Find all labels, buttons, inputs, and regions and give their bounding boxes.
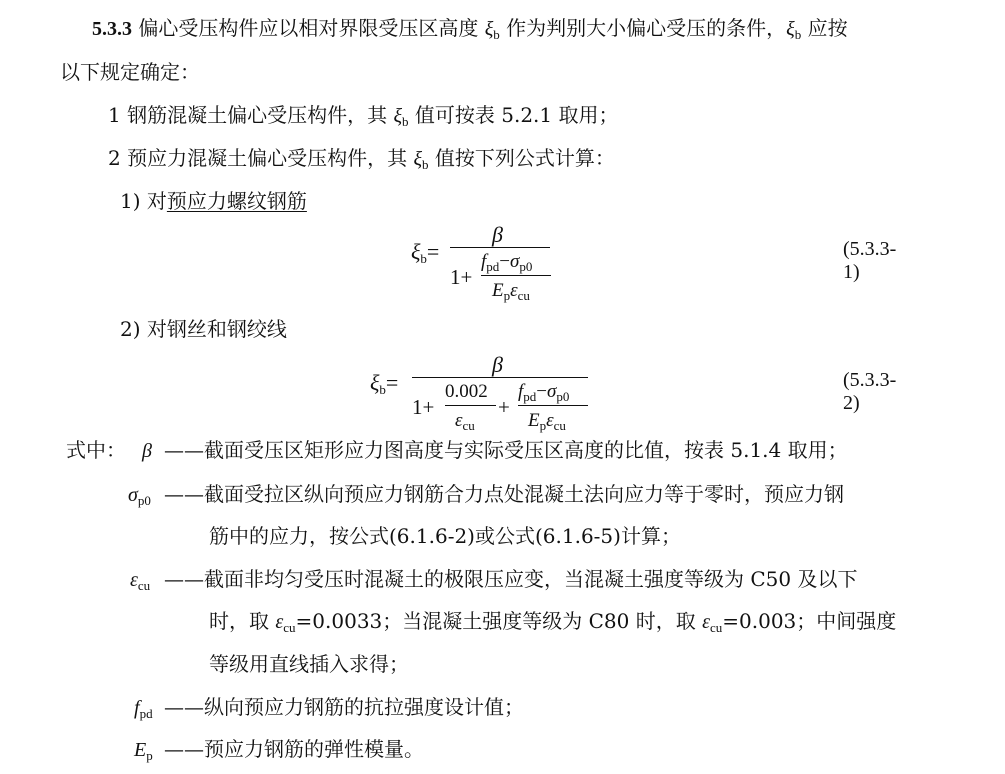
def-sigma-text-2: 筋中的应力，按公式(6.1.6-2)或公式(6.1.6-5)计算； <box>209 524 681 548</box>
xi-subscript: b <box>493 27 500 42</box>
xi-symbol-2: ξ <box>786 18 795 40</box>
f1-lhs: $\xi_b=$ <box>411 239 440 266</box>
f2-denominator: $E_p\varepsilon_{cu}$ <box>528 410 566 433</box>
sub-item-2: 2) 对钢丝和钢绞线 <box>120 317 287 341</box>
clause-number: 5.3.3 <box>92 18 132 40</box>
def-sigma-text-1: ——截面受拉区纵向预应力钢筋合力点处混凝土法向应力等于零时，预应力钢 <box>164 482 844 506</box>
item-1-text-b: 值可按表 5.2.1 取用； <box>408 103 619 127</box>
def-beta-symbol: β <box>142 440 152 462</box>
clause-line-1 <box>92 16 848 47</box>
clause-line-2: 以下规定确定： <box>60 60 200 84</box>
def-E-text: ——预应力钢筋的弹性模量。 <box>164 737 424 761</box>
f2-equation-number: (5.3.3-2) <box>843 369 897 414</box>
def-E-symbol: $E_p$ <box>134 739 153 763</box>
xi-subscript-2: b <box>794 27 802 42</box>
def-eps-text-3: 等级用直线插入求得； <box>209 652 409 676</box>
clause-text-b: 作为判别大小偏心受压的条件， <box>499 16 787 40</box>
f1-denominator: $E_p\varepsilon_{cu}$ <box>492 280 530 303</box>
xi-subscript-3: b <box>402 114 409 129</box>
item-2-text-a: 2 预应力混凝土偏心受压构件，其 <box>108 146 414 170</box>
def-eps-text-2: 时，取 $\varepsilon_{cu}=0.0033$；当混凝土强度等级为 C80 时，取 $\varepsilon_{cu}=0.003$；中间强度 <box>209 609 897 635</box>
f1-inner-fraction-bar <box>481 275 551 276</box>
def-sigma-symbol: $\sigma_{p0}$ <box>128 484 151 508</box>
def-f-text: ——纵向预应力钢筋的抗拉强度设计值； <box>164 695 524 719</box>
f2-beta: β <box>492 352 503 377</box>
f2-main-fraction-bar <box>412 377 588 378</box>
def-f-symbol: $f_{pd}$ <box>134 697 153 721</box>
item-2-text-b: 值按下列公式计算： <box>428 146 615 170</box>
f2-second-inner-bar <box>518 405 588 406</box>
xi-symbol: ξ <box>484 18 494 40</box>
f2-den-eps: $\varepsilon_{cu}$ <box>455 410 475 433</box>
xi-subscript-4: b <box>422 157 429 172</box>
def-where-label: 式中： <box>66 438 126 462</box>
sub-item-1-underlined: 预应力螺纹钢筋 <box>166 189 307 213</box>
item-1 <box>108 103 619 134</box>
item-1-text-a: 1 钢筋混凝土偏心受压构件，其 <box>108 103 394 127</box>
sub-item-1 <box>120 189 307 213</box>
f2-plus: + <box>498 395 510 419</box>
f2-one-plus: 1+ <box>412 395 435 419</box>
f2-first-inner-bar <box>445 405 496 406</box>
f1-equation-number: (5.3.3-1) <box>843 238 897 283</box>
f1-main-fraction-bar <box>450 247 550 248</box>
def-eps-symbol: $\varepsilon_{cu}$ <box>130 569 151 593</box>
item-2 <box>108 146 615 177</box>
f1-numerator: $f_{pd}-\sigma_{p0}$ <box>481 251 533 274</box>
f2-num-002: 0.002 <box>445 381 488 402</box>
sub-item-1-prefix: 1) 对 <box>120 189 167 213</box>
clause-text-c: 应按 <box>801 16 848 40</box>
f2-lhs: $\xi_b=$ <box>370 370 399 397</box>
f1-one-plus: 1+ <box>450 265 473 289</box>
xi-symbol-4: ξ <box>413 148 423 170</box>
def-beta-text: ——截面受压区矩形应力图高度与实际受压区高度的比值，按表 5.1.4 取用； <box>164 438 848 462</box>
def-eps-text-1: ——截面非均匀受压时混凝土的极限压应变，当混凝土强度等级为 C50 及以下 <box>164 567 858 591</box>
xi-symbol-3: ξ <box>393 105 403 127</box>
f1-beta: β <box>492 222 503 247</box>
clause-text-a: 偏心受压构件应以相对界限受压区高度 <box>132 16 485 40</box>
f2-numerator: $f_{pd}-\sigma_{p0}$ <box>518 381 570 404</box>
